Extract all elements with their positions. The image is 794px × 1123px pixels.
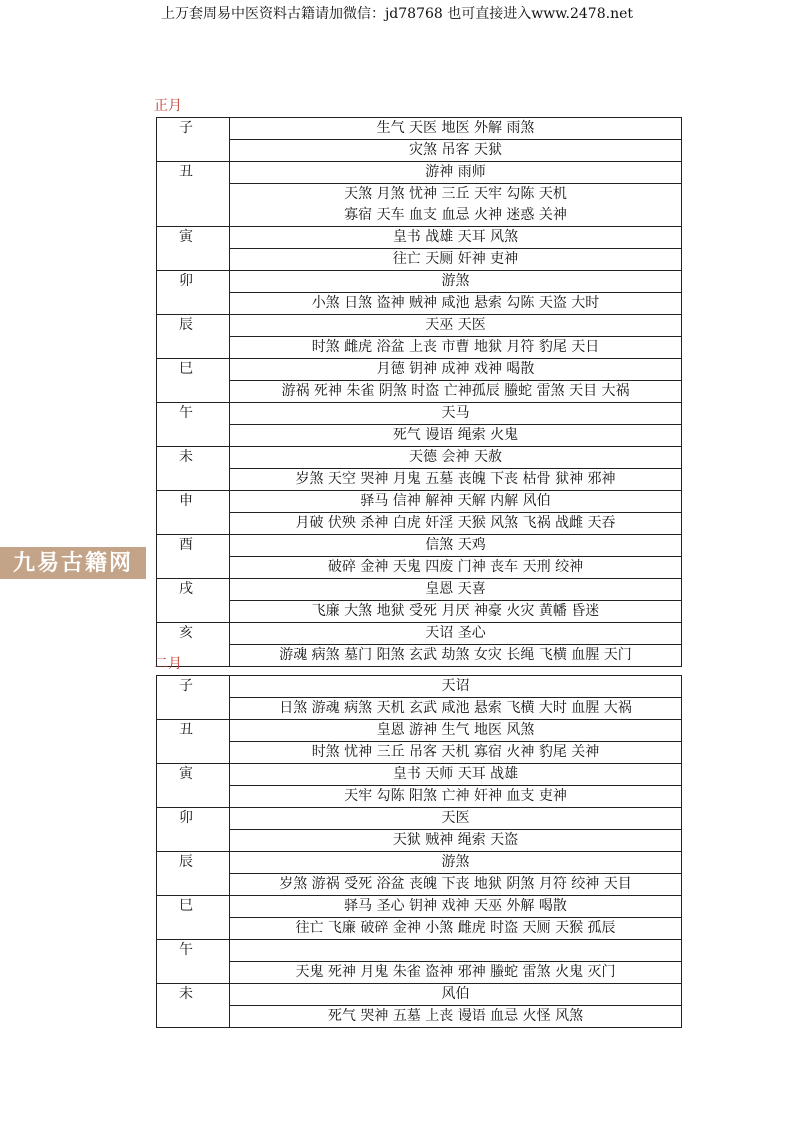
branch-cell: [157, 359, 230, 403]
table-row: [157, 645, 682, 667]
table-row: [157, 118, 682, 140]
branch-label: 寅: [179, 229, 193, 245]
branch-cell: [157, 676, 230, 720]
branch-label: 子: [179, 120, 193, 136]
bad-spirits-line: 天煞 月煞 忧神 三丘 天牢 勾陈 天机: [344, 186, 567, 202]
bad-spirits-line: 天牢 勾陈 阳煞 亡神 奸神 血支 吏神: [344, 788, 567, 804]
table-row: [157, 623, 682, 645]
table-row: [157, 676, 682, 698]
good-spirits-cell: [230, 491, 682, 513]
bad-spirits-line: 天狱 贼神 绳索 天盗: [392, 832, 519, 848]
good-spirits-cell: [230, 896, 682, 918]
branch-cell: [157, 535, 230, 579]
table-row: [157, 249, 682, 271]
branch-label: 酉: [179, 537, 193, 553]
good-spirits-line: 风伯: [441, 986, 470, 1002]
bad-spirits-line: 岁煞 天空 哭神 月鬼 五墓 丧魄 下丧 枯骨 狱神 邪神: [295, 471, 616, 487]
good-spirits-line: 皇书 天师 天耳 战雄: [392, 766, 519, 782]
good-spirits-line: 驿马 信神 解神 天解 内解 风伯: [360, 493, 551, 509]
branch-label: 卯: [179, 273, 193, 289]
table-row: [157, 425, 682, 447]
branch-cell: [157, 808, 230, 852]
branch-label: 丑: [179, 722, 193, 738]
table-row: [157, 698, 682, 720]
bad-spirits-line: 灾煞 吊客 天狱: [409, 142, 502, 158]
table-row: [157, 315, 682, 337]
bad-spirits-cell: [230, 1006, 682, 1028]
branch-label: 巳: [179, 898, 193, 914]
bad-spirits-line: 天鬼 死神 月鬼 朱雀 盗神 邪神 螣蛇 雷煞 火鬼 灭门: [295, 964, 616, 980]
good-spirits-cell: [230, 315, 682, 337]
table-row: [157, 491, 682, 513]
table-row: [157, 764, 682, 786]
branch-label: 卯: [179, 810, 193, 826]
bad-spirits-cell: [230, 249, 682, 271]
good-spirits-line: 天巫 天医: [425, 317, 486, 333]
table-row: [157, 381, 682, 403]
bad-spirits-line: 飞廉 大煞 地狱 受死 月厌 神豪 火灾 黄幡 昏迷: [311, 603, 600, 619]
good-spirits-cell: [230, 940, 682, 962]
good-spirits-cell: [230, 984, 682, 1006]
bad-spirits-cell: [230, 874, 682, 896]
good-spirits-cell: [230, 676, 682, 698]
bad-spirits-line: 游祸 死神 朱雀 阴煞 时盗 亡神孤辰 螣蛇 雷煞 天目 大祸: [281, 383, 630, 399]
branch-label: 巳: [179, 361, 193, 377]
branch-label: 辰: [179, 854, 193, 870]
month-title-1: 正月: [154, 98, 182, 114]
bad-spirits-cell: [230, 293, 682, 315]
bad-spirits-line: 破碎 金神 天鬼 四废 门神 丧车 天刑 绞神: [327, 559, 584, 575]
bad-spirits-cell: [230, 337, 682, 359]
bad-spirits-cell: [230, 557, 682, 579]
branch-cell: [157, 940, 230, 984]
bad-spirits-cell: [230, 381, 682, 403]
branch-label: 丑: [179, 164, 193, 180]
table-row: [157, 852, 682, 874]
good-spirits-line: 皇书 战雄 天耳 风煞: [392, 229, 519, 245]
month-title-2: 二月: [154, 656, 182, 672]
page-header: 上万套周易中医资料古籍请加微信：jd78768 也可直接进入www.2478.net: [160, 6, 634, 22]
table-row: [157, 874, 682, 896]
good-spirits-line: 信煞 天鸡: [425, 537, 486, 553]
bad-spirits-line: 往亡 飞廉 破碎 金神 小煞 雌虎 时盗 天厕 天猴 孤辰: [295, 920, 616, 936]
bad-spirits-cell: [230, 513, 682, 535]
branch-cell: [157, 227, 230, 271]
branch-cell: [157, 162, 230, 227]
branch-label: 午: [179, 942, 193, 958]
bad-spirits-line: 寡宿 天车 血支 血忌 火神 迷惑 关神: [344, 207, 567, 223]
table-row: [157, 227, 682, 249]
table-row: [157, 535, 682, 557]
bad-spirits-line: 时煞 雌虎 浴盆 上丧 市曹 地狱 月符 豹尾 天日: [311, 339, 600, 355]
bad-spirits-cell: [230, 962, 682, 984]
branch-cell: [157, 852, 230, 896]
bad-spirits-cell: [230, 140, 682, 162]
bad-spirits-cell: [230, 645, 682, 667]
watermark-logo: 九易古籍网: [0, 547, 146, 579]
bad-spirits-line: 小煞 日煞 盗神 贼神 咸池 悬索 勾陈 天盗 大时: [311, 295, 600, 311]
bad-spirits-line: 月破 伏殃 杀神 白虎 奸淫 天猴 风煞 飞祸 战雌 天吞: [295, 515, 616, 531]
branch-label: 未: [179, 986, 193, 1002]
branch-label: 戌: [179, 581, 193, 597]
branch-cell: [157, 720, 230, 764]
bad-spirits-line: 日煞 游魂 病煞 天机 玄武 咸池 悬索 飞横 大时 血腥 大祸: [279, 700, 632, 716]
table-row: [157, 896, 682, 918]
branch-label: 申: [179, 493, 193, 509]
good-spirits-line: [230, 940, 681, 961]
branch-cell: [157, 491, 230, 535]
table-row: [157, 447, 682, 469]
table-row: [157, 140, 682, 162]
bad-spirits-cell: [230, 601, 682, 623]
table-row: [157, 579, 682, 601]
good-spirits-cell: [230, 447, 682, 469]
bad-spirits-line: 往亡 天厕 奸神 吏神: [392, 251, 519, 267]
table-row: [157, 742, 682, 764]
table-row: [157, 271, 682, 293]
good-spirits-cell: [230, 764, 682, 786]
bad-spirits-cell: [230, 184, 682, 227]
good-spirits-line: 生气 天医 地医 外解 雨煞: [376, 120, 535, 136]
bad-spirits-cell: [230, 830, 682, 852]
good-spirits-cell: [230, 227, 682, 249]
table-row: [157, 184, 682, 227]
branch-cell: [157, 896, 230, 940]
good-spirits-line: 天医: [441, 810, 470, 826]
good-spirits-cell: [230, 720, 682, 742]
table-row: [157, 162, 682, 184]
good-spirits-line: 游神 雨师: [425, 164, 486, 180]
table-row: [157, 1006, 682, 1028]
bad-spirits-cell: [230, 918, 682, 940]
bad-spirits-cell: [230, 698, 682, 720]
branch-cell: [157, 271, 230, 315]
good-spirits-cell: [230, 808, 682, 830]
branch-label: 辰: [179, 317, 193, 333]
good-spirits-cell: [230, 359, 682, 381]
good-spirits-cell: [230, 623, 682, 645]
table-row: [157, 557, 682, 579]
table-row: [157, 830, 682, 852]
bad-spirits-cell: [230, 425, 682, 447]
branch-label: 亥: [179, 625, 193, 641]
good-spirits-line: 天诏 圣心: [425, 625, 486, 641]
bad-spirits-line: 死气 谩语 绳索 火鬼: [392, 427, 519, 443]
good-spirits-cell: [230, 271, 682, 293]
branch-cell: [157, 315, 230, 359]
branch-label: 子: [179, 678, 193, 694]
good-spirits-line: 天诏: [441, 678, 470, 694]
good-spirits-line: 游煞: [441, 273, 470, 289]
good-spirits-line: 皇恩 游神 生气 地医 风煞: [376, 722, 535, 738]
good-spirits-line: 皇恩 天喜: [425, 581, 486, 597]
good-spirits-line: 天马: [441, 405, 470, 421]
branch-cell: [157, 764, 230, 808]
good-spirits-cell: [230, 118, 682, 140]
good-spirits-line: 月德 钥神 成神 戏神 喝散: [376, 361, 535, 377]
good-spirits-line: 天德 会神 天赦: [409, 449, 502, 465]
table-row: [157, 359, 682, 381]
branch-cell: [157, 984, 230, 1028]
bad-spirits-cell: [230, 786, 682, 808]
bad-spirits-cell: [230, 742, 682, 764]
good-spirits-cell: [230, 535, 682, 557]
branch-cell: [157, 447, 230, 491]
month-table-2: [156, 675, 682, 1028]
table-row: [157, 469, 682, 491]
good-spirits-line: 驿马 圣心 钥神 戏神 天巫 外解 喝散: [344, 898, 567, 914]
month-table-1: [156, 117, 682, 667]
branch-label: 午: [179, 405, 193, 421]
table-row: [157, 720, 682, 742]
table-row: [157, 601, 682, 623]
table-row: [157, 940, 682, 962]
table-row: [157, 403, 682, 425]
bad-spirits-line: 游魂 病煞 墓门 阳煞 玄武 劫煞 女灾 长绳 飞横 血腥 天门: [279, 647, 632, 663]
branch-label: 未: [179, 449, 193, 465]
branch-label: 寅: [179, 766, 193, 782]
table-row: [157, 962, 682, 984]
table-row: [157, 808, 682, 830]
good-spirits-cell: [230, 403, 682, 425]
bad-spirits-line: 岁煞 游祸 受死 浴盆 丧魄 下丧 地狱 阴煞 月符 绞神 天目: [279, 876, 632, 892]
table-row: [157, 984, 682, 1006]
good-spirits-cell: [230, 162, 682, 184]
table-row: [157, 786, 682, 808]
table-row: [157, 293, 682, 315]
bad-spirits-line: 死气 哭神 五墓 上丧 谩语 血忌 火怪 风煞: [327, 1008, 584, 1024]
table-row: [157, 337, 682, 359]
branch-cell: [157, 403, 230, 447]
bad-spirits-cell: [230, 469, 682, 491]
good-spirits-cell: [230, 852, 682, 874]
table-row: [157, 513, 682, 535]
branch-cell: [157, 118, 230, 162]
branch-cell: [157, 579, 230, 623]
good-spirits-cell: [230, 579, 682, 601]
good-spirits-line: 游煞: [441, 854, 470, 870]
bad-spirits-line: 时煞 忧神 三丘 吊客 天机 寡宿 火神 豹尾 关神: [311, 744, 600, 760]
table-row: [157, 918, 682, 940]
